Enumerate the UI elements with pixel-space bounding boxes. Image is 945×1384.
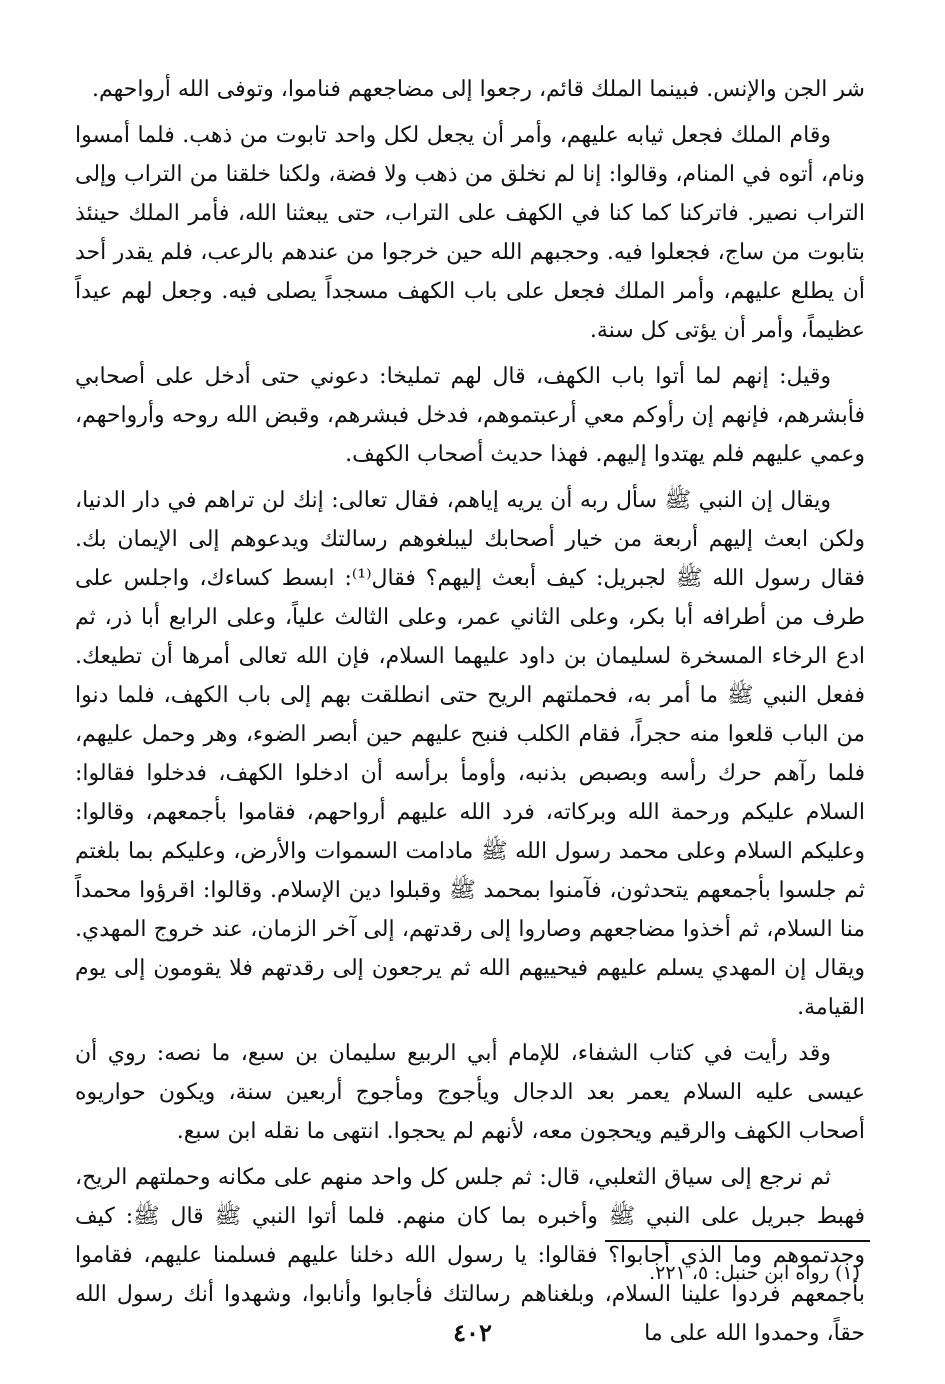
- page-number: ٤٠٢: [453, 1318, 492, 1347]
- paragraph-5: وقد رأيت في كتاب الشفاء، للإمام أبي الربيع سليمان بن سبع، ما نصه: روي أن عيسى عليه السلام يعمر بعد الدجال ويأجوج ومأجوج أربعين سنة، ويكون حواريوه أصحاب الكهف والرقيم ويحجون معه، لأنهم لم يحجوا. انتهى ما نقله ابن سبع.: [75, 1041, 865, 1144]
- footnote-divider: [605, 1240, 870, 1242]
- paragraph-2: وقام الملك فجعل ثيابه عليهم، وأمر أن يجعل لكل واحد تابوت من ذهب. فلما أمسوا ونام، أتوه في المنام، وقالوا: إنا لم نخلق من ذهب ولا فضة، ولكنا خلقنا من التراب وإلى التراب نصير. فاتركنا كما كنا في الكهف على التراب، حتى يبعثنا الله، فأمر الملك حينئذ بتابوت من ساج، فجعلوا فيه. وحجبهم الله حين خرجوا من عندهم بالرعب، فلم يقدر أحد أن يطلع عليهم، وأمر الملك فجعل على باب الكهف مسجداً يصلى فيه. وجعل لهم عيداً عظيماً، وأمر أن يؤتى كل سنة.: [75, 123, 865, 343]
- paragraph-6: ثم نرجع إلى سياق الثعلبي، قال: ثم جلس كل واحد منهم على مكانه وحملتهم الريح، فهبط جبريل على النبي ﷺ وأخبره بما كان منهم. فلما أتوا النبي ﷺ قال ﷺ: كيف وجدتموهم وما الذي أجابوا؟ فقالوا: يا رسول الله دخلنا عليهم فسلمنا عليهم، فقاموا بأجمعهم فردوا علينا السلام، وبلغناهم رسالتك فأجابوا وأنابوا، وشهدوا أنك رسول الله حقاً، وحمدوا الله على ما: [75, 1165, 865, 1346]
- paragraph-1: شر الجن والإنس. فبينما الملك قائم، رجعوا إلى مضاجعهم فناموا، وتوفى الله أرواحهم.: [92, 77, 865, 102]
- paragraph-4: ويقال إن النبي ﷺ سأل ربه أن يريه إياهم، فقال تعالى: إنك لن تراهم في دار الدنيا، ولكن ابعث إليهم أربعة من خيار أصحابك ليبلغوهم رسالتك ويدعوهم إلى الإيمان بك. فقال رسول الله ﷺ لجبريل: كيف أبعث إليهم؟ فقال⁽¹⁾: ابسط كساءك، واجلس على طرف من أطرافه أبا بكر، وعلى الثاني عمر، وعلى الثالث علياً، وعلى الرابع أبا ذر، ثم ادع الرخاء المسخرة لسليمان بن داود عليهما السلام، فإن الله تعالى أمرها أن تطيعك. ففعل النبي ﷺ ما أمر به، فحملتهم الريح حتى انطلقت بهم إلى باب الكهف، فلما دنوا من الباب قلعوا منه حجراً، فقام الكلب فنبح عليهم حين أبصر الضوء، وهر وحمل عليهم، فلما رآهم حرك رأسه وبصبص بذنبه، وأومأ برأسه أن ادخلوا الكهف، فدخلوا فقالوا: السلام عليكم ورحمة الله وبركاته، فرد الله عليهم أرواحهم، فقاموا بأجمعهم، وقالوا: وعليكم السلام وعلى محمد رسول الله ﷺ مادامت السموات والأرض، وعليكم بما بلغتم ثم جلسوا بأجمعهم يتحدثون، فآمنوا بمحمد ﷺ وقبلوا دين الإسلام. وقالوا: اقرؤوا محمداً منا السلام، ثم أخذوا مضاجعهم وصاروا إلى رقدتهم، إلى آخر الزمان، عند خروج المهدي. ويقال إن المهدي يسلم عليهم فيحييهم الله ثم يرجعون إلى رقدتهم فلا يقومون إلى يوم القيامة.: [75, 488, 865, 1020]
- paragraph-3: وقيل: إنهم لما أتوا باب الكهف، قال لهم تمليخا: دعوني حتى أدخل على أصحابي فأبشرهم، فإنهم إن رأوكم معي أرعبتموهم، فدخل فبشرهم، وقبض الله روحه وأرواحهم، وعمي عليهم فلم يهتدوا إليهم. فهذا حديث أصحاب الكهف.: [75, 364, 865, 467]
- page-body: [75, 70, 865, 1360]
- footnote: (١) رواه ابن حنبل: ٥، ٢٢١.: [649, 1262, 860, 1284]
